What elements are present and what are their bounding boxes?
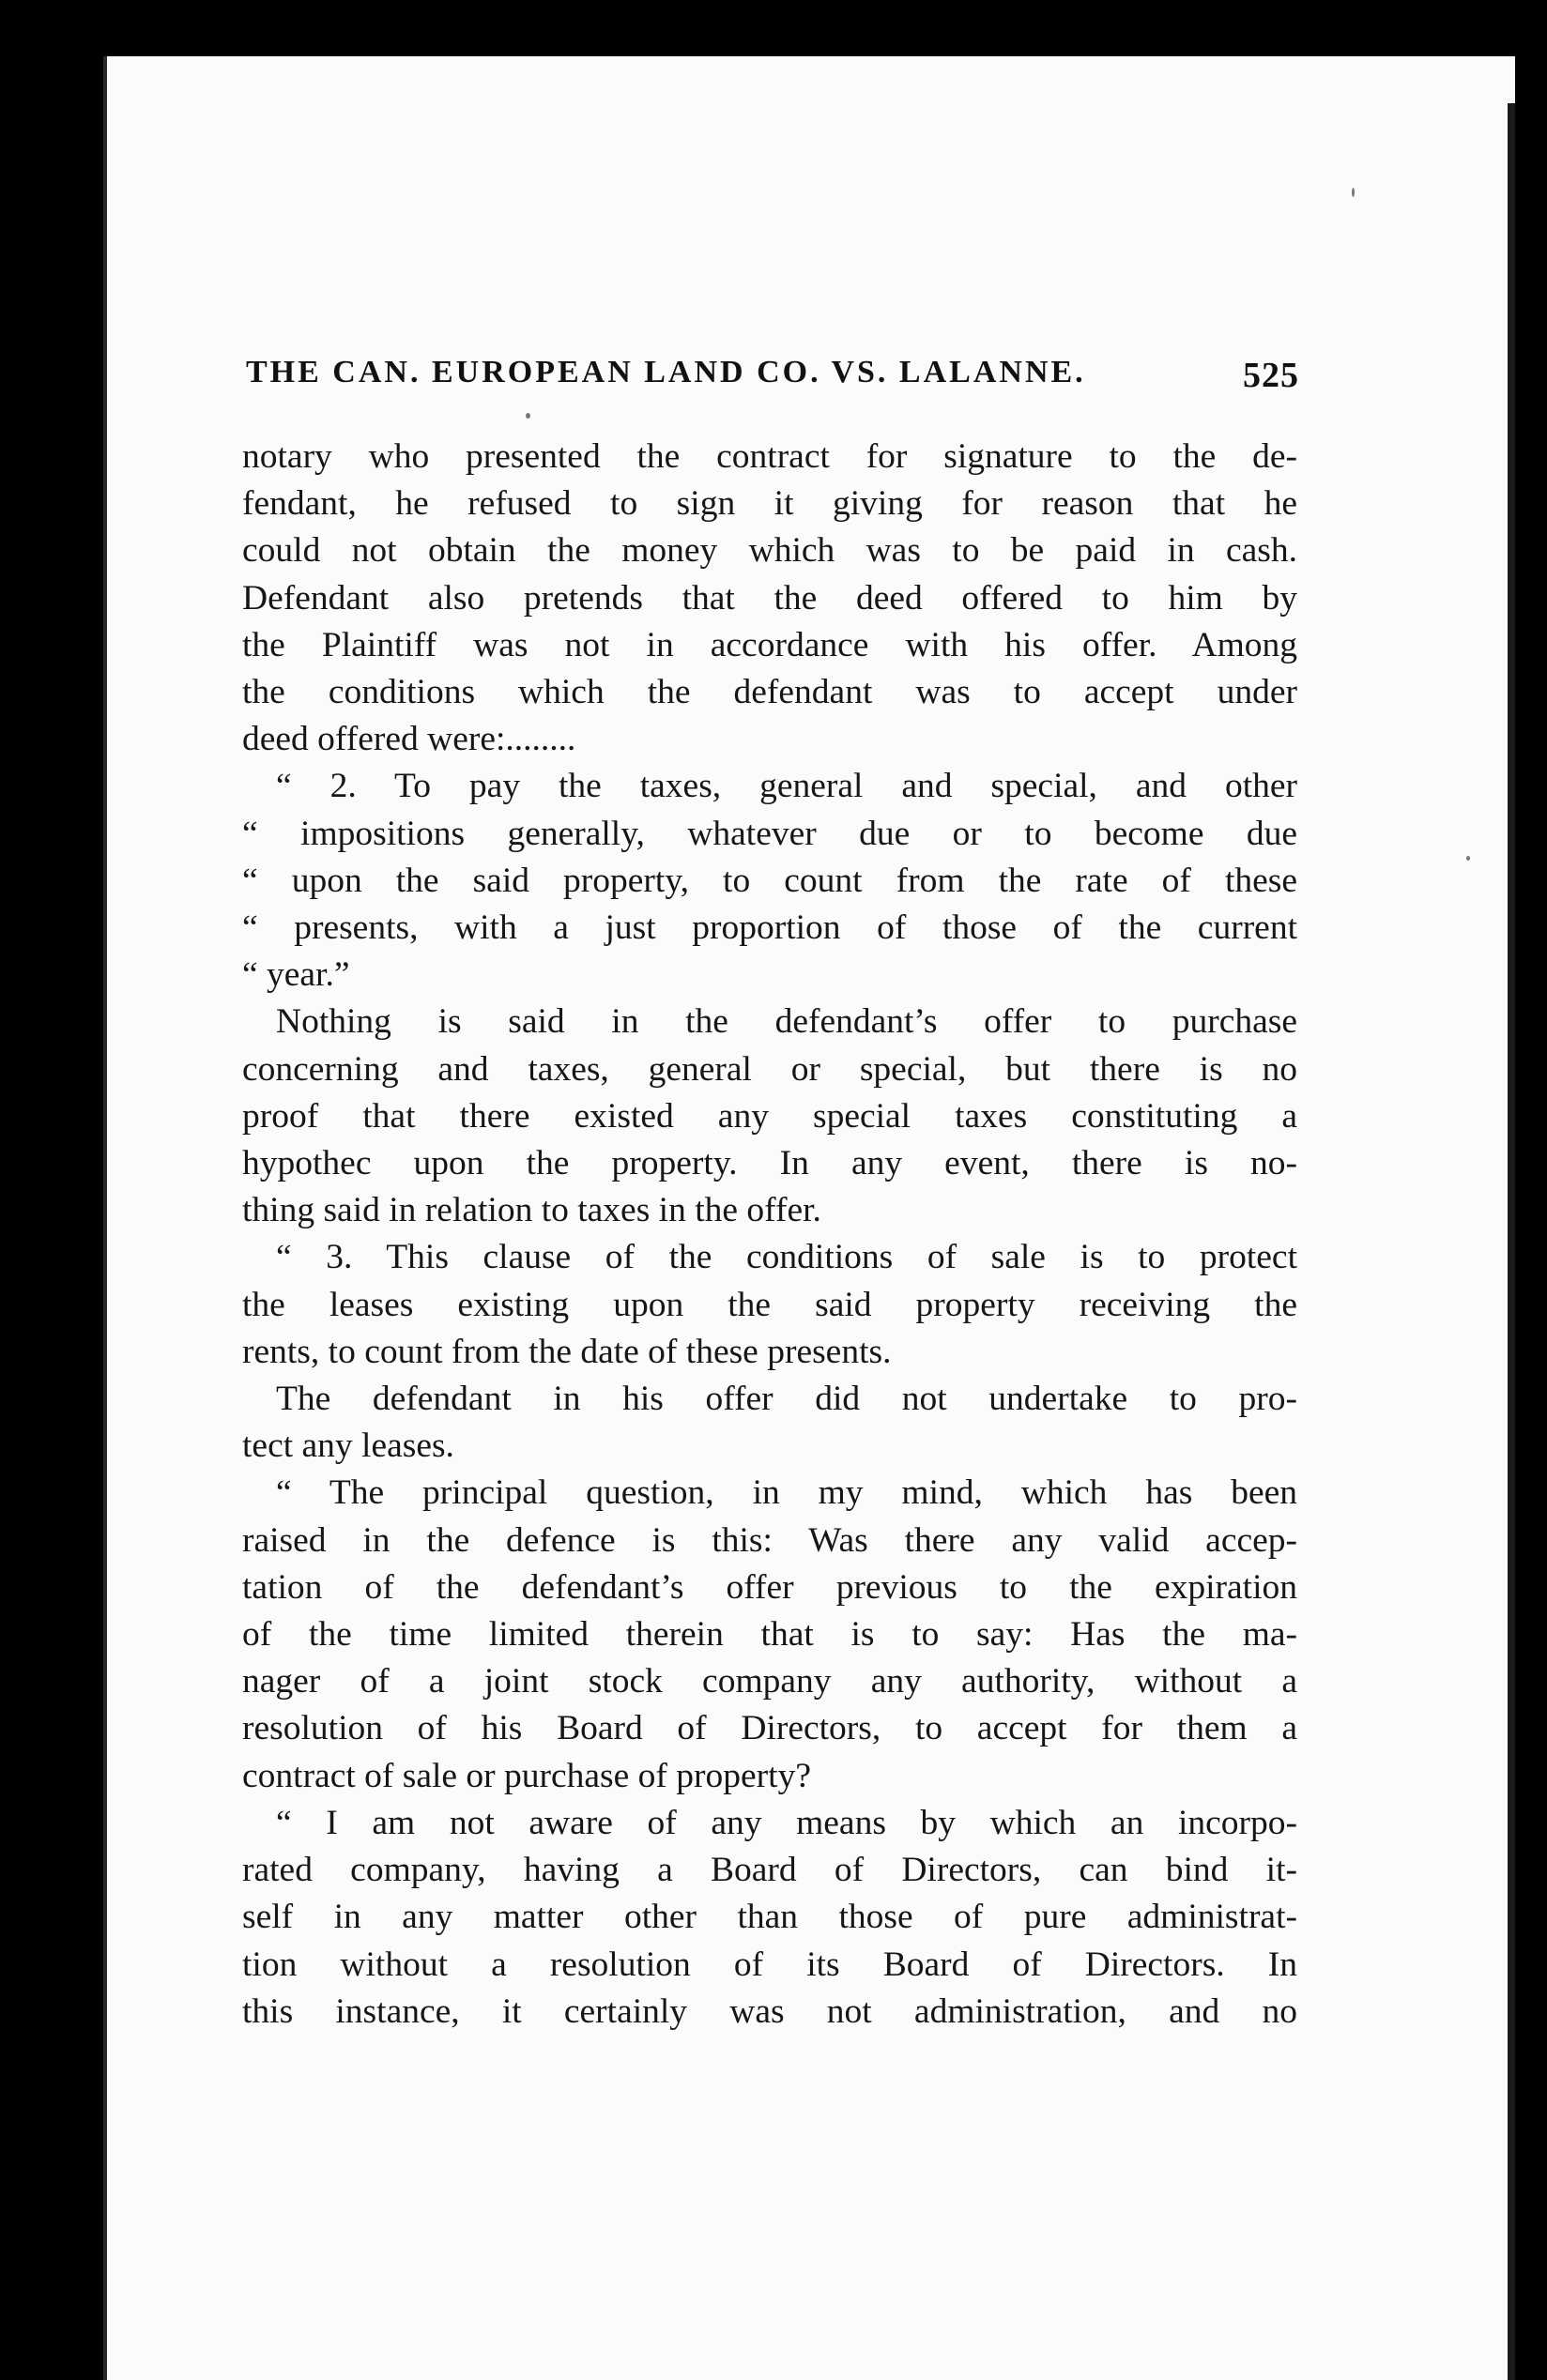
running-head bbox=[246, 355, 1299, 411]
text-line: the leases existing upon the said property receiving the bbox=[242, 1285, 1297, 1324]
page-number: 525 bbox=[1243, 356, 1299, 395]
dust-speck bbox=[526, 413, 530, 419]
page-edge-shadow bbox=[1508, 103, 1515, 2380]
paragraph bbox=[242, 1234, 1297, 1376]
text-line: tect any leases. bbox=[242, 1426, 454, 1466]
text-line: Nothing is said in the defendant’s offer to purchase bbox=[276, 1002, 1297, 1042]
text-line: hypothec upon the property. In any event, there is no- bbox=[242, 1144, 1297, 1183]
text-line: this instance, it certainly was not administration, and no bbox=[242, 1991, 1297, 2031]
text-line: nager of a joint stock company any authority, without a bbox=[242, 1662, 1297, 1701]
text-line: The defendant in his offer did not undertake to pro- bbox=[276, 1380, 1297, 1419]
paragraph bbox=[242, 434, 1297, 763]
dust-speck bbox=[1352, 188, 1355, 197]
text-line: “ impositions generally, whatever due or to become due bbox=[242, 814, 1297, 853]
text-line: the conditions which the defendant was to accept under bbox=[242, 673, 1297, 712]
text-line: “ The principal question, in my mind, which has been bbox=[276, 1473, 1297, 1513]
text-line: contract of sale or purchase of property? bbox=[242, 1756, 811, 1795]
text-line: “ 2. To pay the taxes, general and special, and other bbox=[276, 767, 1297, 806]
dust-speck bbox=[1466, 856, 1470, 861]
text-line: rated company, having a Board of Directors, can bind it- bbox=[242, 1851, 1297, 1890]
body-text bbox=[242, 434, 1297, 2036]
text-line: could not obtain the money which was to be paid in cash. bbox=[242, 531, 1297, 571]
text-line: “ upon the said property, to count from the rate of these bbox=[242, 861, 1297, 900]
text-line: deed offered were:........ bbox=[242, 720, 576, 759]
text-line: the Plaintiff was not in accordance with his offer. Among bbox=[242, 625, 1297, 664]
text-line: resolution of his Board of Directors, to accept for them a bbox=[242, 1709, 1297, 1748]
text-line: “ 3. This clause of the conditions of sale is to protect bbox=[276, 1238, 1297, 1277]
paragraph bbox=[242, 999, 1297, 1234]
paragraph bbox=[242, 1800, 1297, 2036]
text-line: thing said in relation to taxes in the offer. bbox=[242, 1191, 821, 1230]
text-line: “ presents, with a just proportion of those of the current bbox=[242, 908, 1297, 948]
running-head-title: THE CAN. EUROPEAN LAND CO. VS. LALANNE. bbox=[246, 355, 1086, 389]
paragraph bbox=[242, 763, 1297, 999]
text-line: notary who presented the contract for signature to the de- bbox=[242, 437, 1297, 476]
text-line: “ I am not aware of any means by which an incorpo- bbox=[276, 1803, 1297, 1842]
text-line: Defendant also pretends that the deed offered to him by bbox=[242, 578, 1297, 618]
text-line: of the time limited therein that is to say: Has the ma- bbox=[242, 1615, 1297, 1655]
text-line: “ year.” bbox=[242, 955, 350, 995]
text-line: tion without a resolution of its Board of Directors. In bbox=[242, 1945, 1297, 1984]
text-line: rents, to count from the date of these presents. bbox=[242, 1332, 892, 1371]
text-line: tation of the defendant’s offer previous to the expiration bbox=[242, 1567, 1297, 1607]
paragraph bbox=[242, 1470, 1297, 1799]
text-line: concerning and taxes, general or special, but there is no bbox=[242, 1049, 1297, 1089]
text-line: raised in the defence is this: Was there any valid accep- bbox=[242, 1520, 1297, 1560]
text-line: self in any matter other than those of pure administrat- bbox=[242, 1898, 1297, 1937]
paragraph bbox=[242, 1376, 1297, 1470]
text-line: fendant, he refused to sign it giving for reason that he bbox=[242, 484, 1297, 524]
text-line: proof that there existed any special taxes constituting a bbox=[242, 1096, 1297, 1136]
